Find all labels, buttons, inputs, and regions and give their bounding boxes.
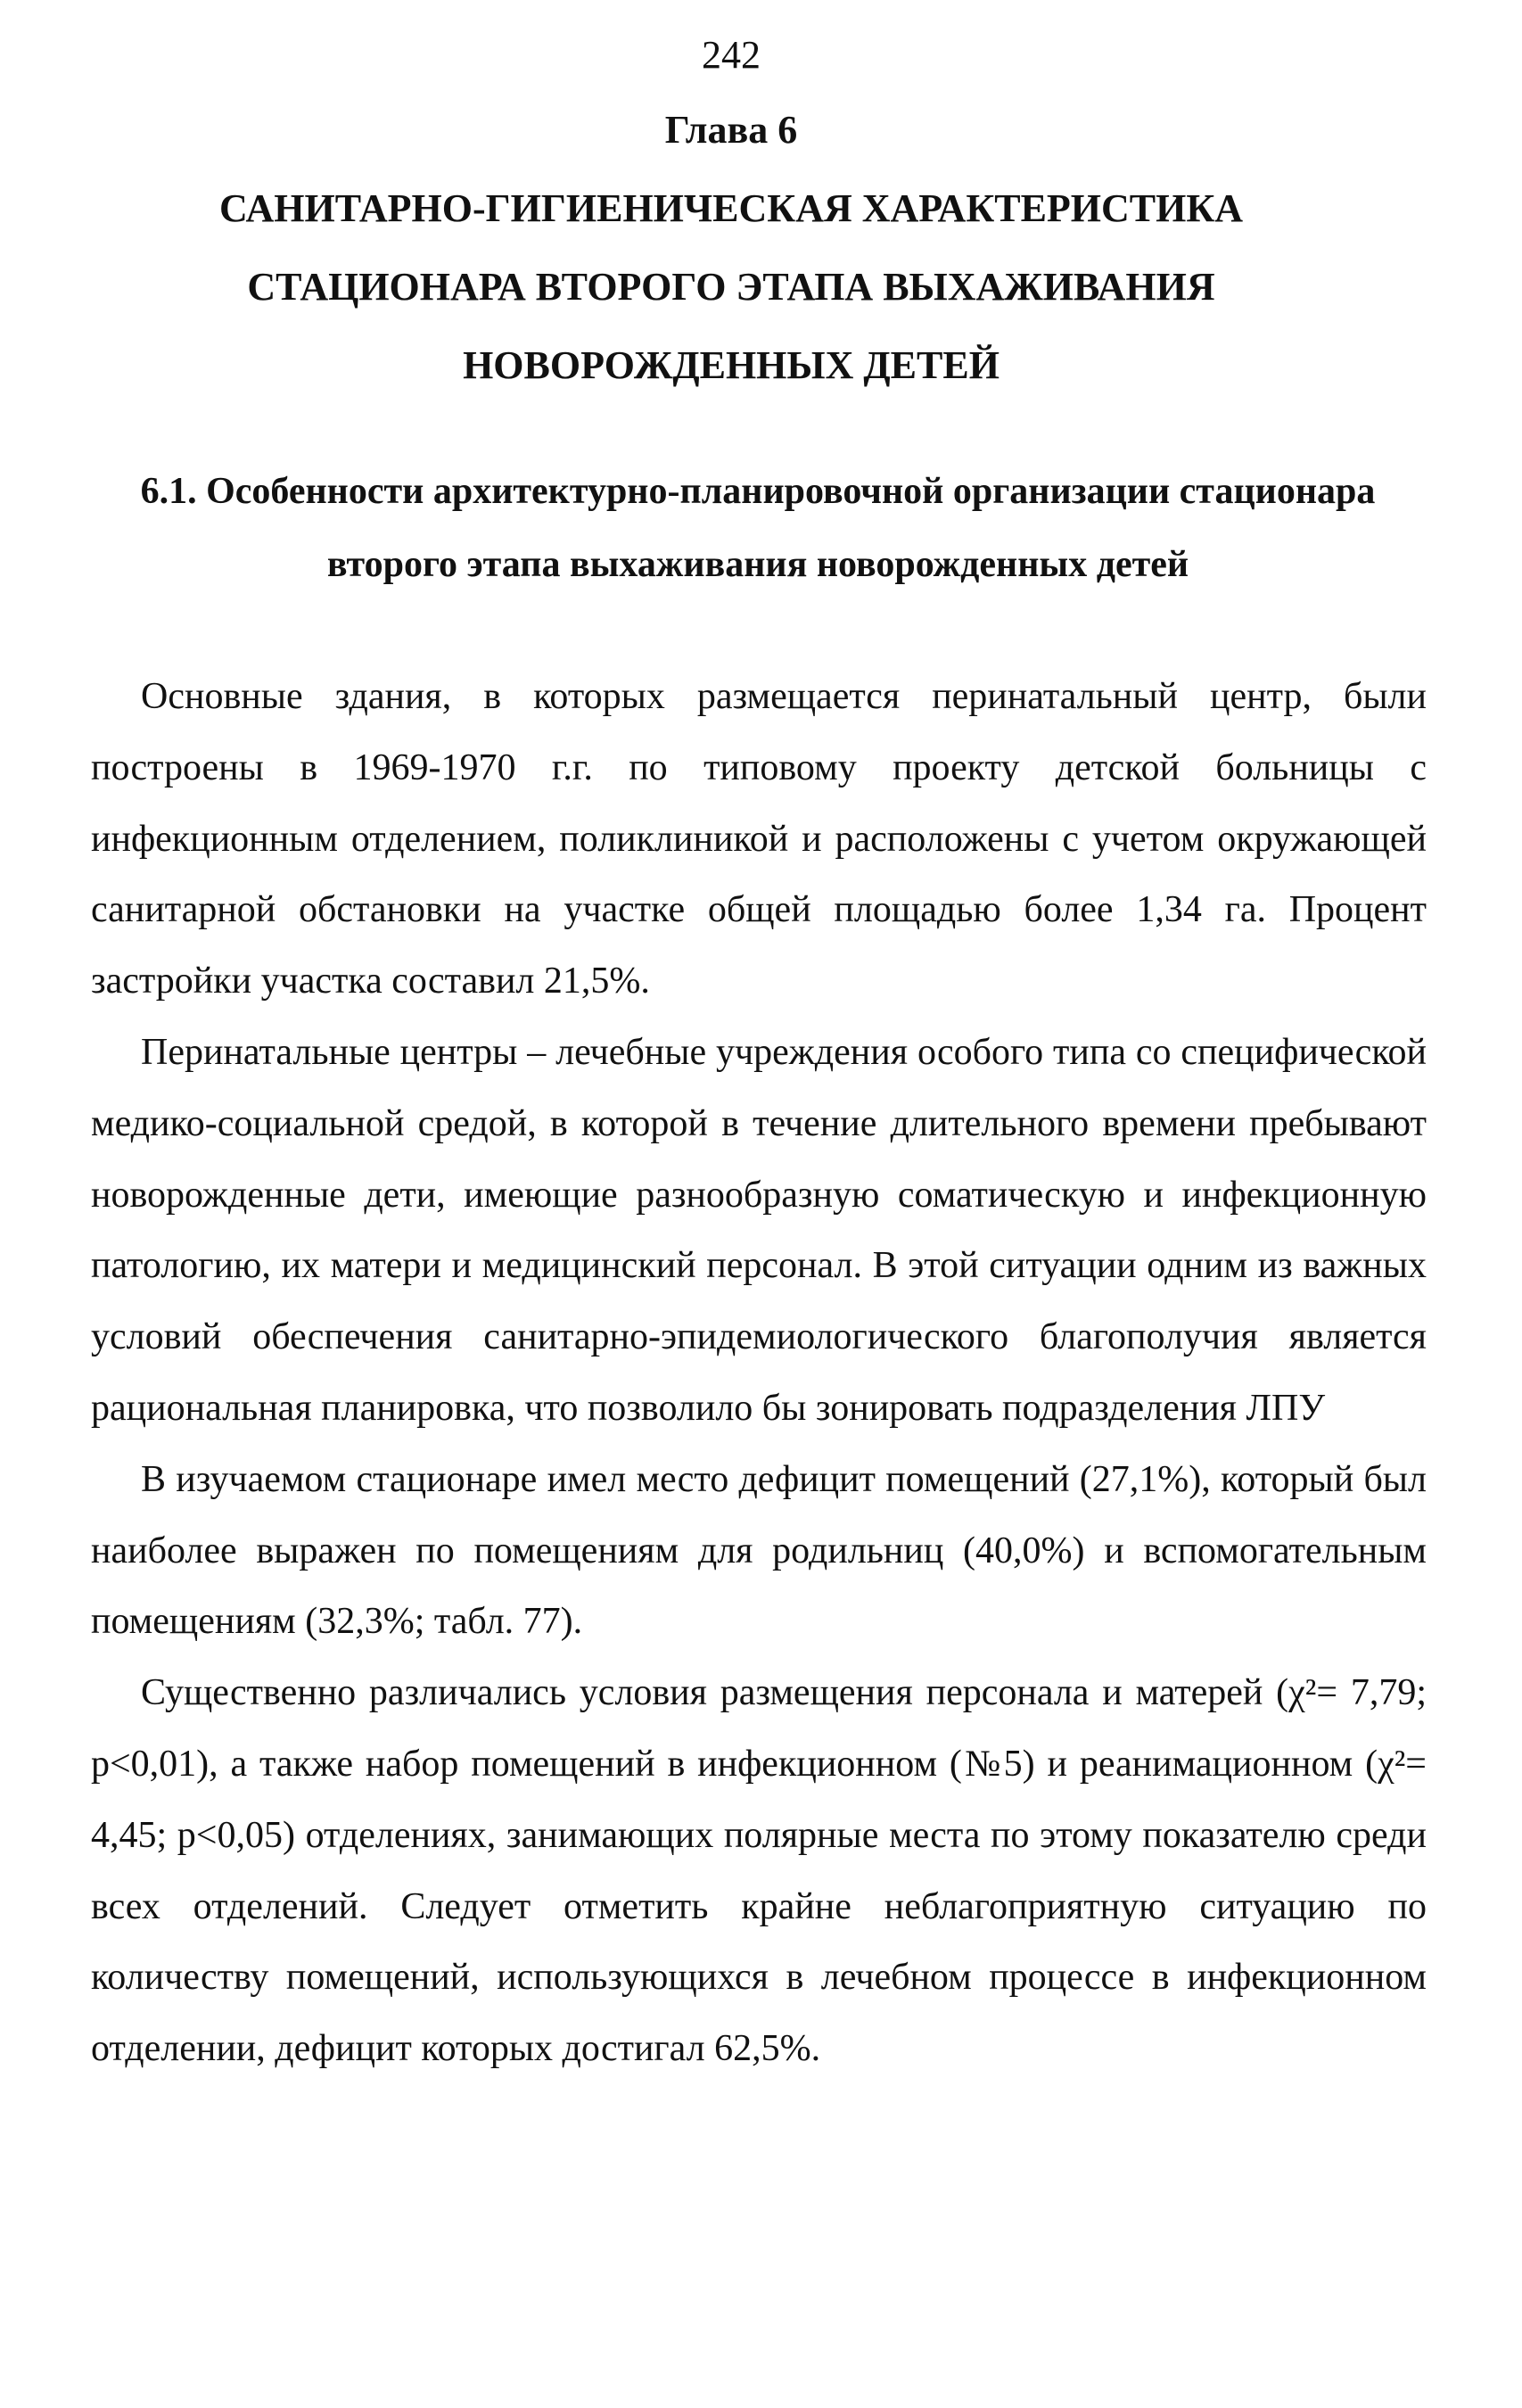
section-title-line: второго этапа выхаживания новорожденных детей xyxy=(326,544,1189,585)
page-number: 242 xyxy=(702,33,761,77)
chapter-title xyxy=(107,169,1355,405)
section-title-line: 6.1. Особенности архитектурно-планировочной организации стационара xyxy=(140,471,1376,512)
chapter-label: Глава 6 xyxy=(664,108,798,152)
chapter-title-line: СТАЦИОНАРА ВТОРОГО ЭТАПА ВЫХАЖИВАНИЯ xyxy=(247,265,1215,309)
paragraph: Существенно различались условия размещения персонала и матерей (χ²= 7,79; р<0,01), а также набор помещений в инфекционном (№5) и реанимационном (χ²= 4,45; р<0,05) отделениях, занимающих полярные места по этому показателю среди всех отделений. Следует отметить крайне неблагоприятную ситуацию по количеству помещений, использующихся в лечебном процессе в инфекционном отделении, дефицит которых достигал 62,5%. xyxy=(91,1672,1427,2070)
chapter-title-line: САНИТАРНО-ГИГИЕНИЧЕСКАЯ ХАРАКТЕРИСТИКА xyxy=(218,186,1244,230)
paragraph: В изучаемом стационаре имел место дефицит помещений (27,1%), который был наиболее выражен по помещениям для родильниц (40,0%) и вспомогательным помещениям (32,3%; табл. 77). xyxy=(91,1458,1427,1643)
body-text xyxy=(91,662,1427,2085)
paragraph: Перинатальные центры – лечебные учреждения особого типа со специфической медико-социальной средой, в которой в течение длительного времени пребывают новорожденные дети, имеющие разнообразную соматическую и инфекционную патологию, их матери и медицинский персонал. В этой ситуации одним из важных условий обеспечения санитарно-эпидемиологического благополучия является рациональная планировка, что позволило бы зонировать подразделения ЛПУ xyxy=(91,1031,1427,1429)
section-title xyxy=(89,455,1427,601)
paragraph: Основные здания, в которых размещается перинатальный центр, были построены в 1969-1970 г.г. по типовому проекту детской больницы с инфекционным отделением, поликлиникой и расположены с учетом окружающей санитарной обстановки на участке общей площадью более 1,34 га. Процент застройки участка составил 21,5%. xyxy=(91,676,1427,1002)
chapter-title-line: НОВОРОЖДЕННЫХ ДЕТЕЙ xyxy=(463,343,1000,387)
